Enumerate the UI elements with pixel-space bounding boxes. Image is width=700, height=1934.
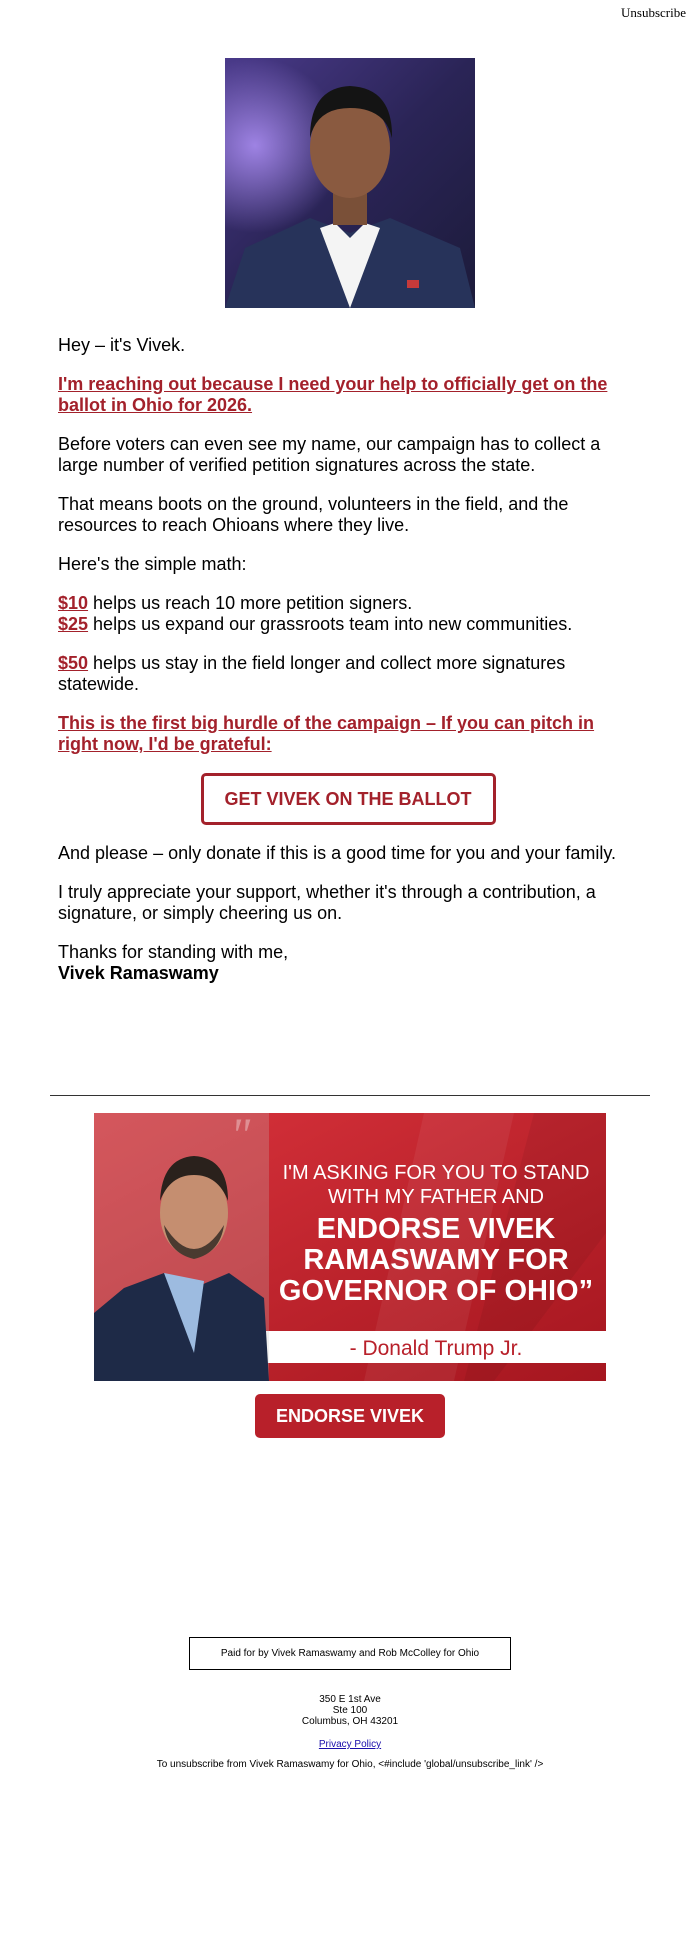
amount-row-10: [58, 593, 412, 613]
svg-text:": ": [230, 1113, 251, 1162]
greeting: Hey – it's Vivek.: [58, 335, 186, 355]
unsubscribe-footer-text: To unsubscribe from Vivek Ramaswamy for Ohio, <#include 'global/unsubscribe_link' />: [156, 1759, 544, 1770]
paragraph-boots: That means boots on the ground, volunteers in the field, and the resources to reach Ohioans where they live.: [58, 494, 569, 535]
amount-row-25: [58, 614, 572, 634]
donate-10-link[interactable]: $10: [58, 593, 89, 613]
amount-10-text: helps us reach 10 more petition signers.: [88, 593, 413, 613]
hurdle-link[interactable]: This is the first big hurdle of the campaign – If you can pitch in right now, I'd be grateful:: [58, 713, 595, 754]
signoff: Thanks for standing with me,: [58, 942, 289, 962]
signature: Vivek Ramaswamy: [58, 963, 219, 983]
banner-attribution: - Donald Trump Jr.: [349, 1337, 523, 1360]
banner-bold-line-1: ENDORSE VIVEK: [316, 1213, 556, 1245]
email-body: [58, 335, 638, 984]
donate-50-link[interactable]: $50: [58, 653, 89, 673]
endorsement-banner[interactable]: [94, 1113, 606, 1381]
address-line-3: Columbus, OH 43201: [301, 1716, 399, 1727]
paragraph-signatures: Before voters can even see my name, our campaign has to collect a large number of verified petition signatures across the state.: [58, 434, 601, 475]
paragraph-math: Here's the simple math:: [58, 554, 247, 574]
amount-row-50: [58, 653, 638, 695]
amount-50-text: helps us stay in the field longer and collect more signatures statewide.: [58, 653, 566, 694]
privacy-policy-link[interactable]: Privacy Policy: [318, 1739, 382, 1750]
address-line-2: Ste 100: [332, 1705, 368, 1716]
ballot-help-link[interactable]: I'm reaching out because I need your help to officially get on the ballot in Ohio for 2026.: [58, 374, 608, 415]
address-line-1: 350 E 1st Ave: [319, 1694, 381, 1705]
banner-bold-line-3: GOVERNOR OF OHIO”: [278, 1275, 594, 1307]
mailing-address: [0, 1694, 700, 1727]
paragraph-donate-caution: And please – only donate if this is a good time for you and your family.: [58, 843, 616, 863]
banner-bold-line-2: RAMASWAMY FOR: [303, 1244, 569, 1276]
donate-25-link[interactable]: $25: [58, 614, 89, 634]
amount-25-text: helps us expand our grassroots team into new communities.: [88, 614, 573, 634]
get-on-ballot-button[interactable]: GET VIVEK ON THE BALLOT: [201, 773, 496, 825]
amount-list-1: [58, 593, 638, 635]
banner-quote-line-1: I'M ASKING FOR YOU TO STAND: [282, 1162, 590, 1184]
candidate-photo: [225, 58, 475, 308]
paid-for-disclaimer: Paid for by Vivek Ramaswamy and Rob McColley for Ohio: [189, 1637, 511, 1670]
paragraph-appreciation: I truly appreciate your support, whether it's through a contribution, a signature, or simply cheering us on.: [58, 882, 596, 923]
divider: [50, 1095, 650, 1096]
unsubscribe-link[interactable]: Unsubscribe: [621, 5, 686, 20]
banner-quote-line-2: WITH MY FATHER AND: [328, 1186, 544, 1208]
endorse-vivek-button[interactable]: ENDORSE VIVEK: [255, 1394, 445, 1438]
